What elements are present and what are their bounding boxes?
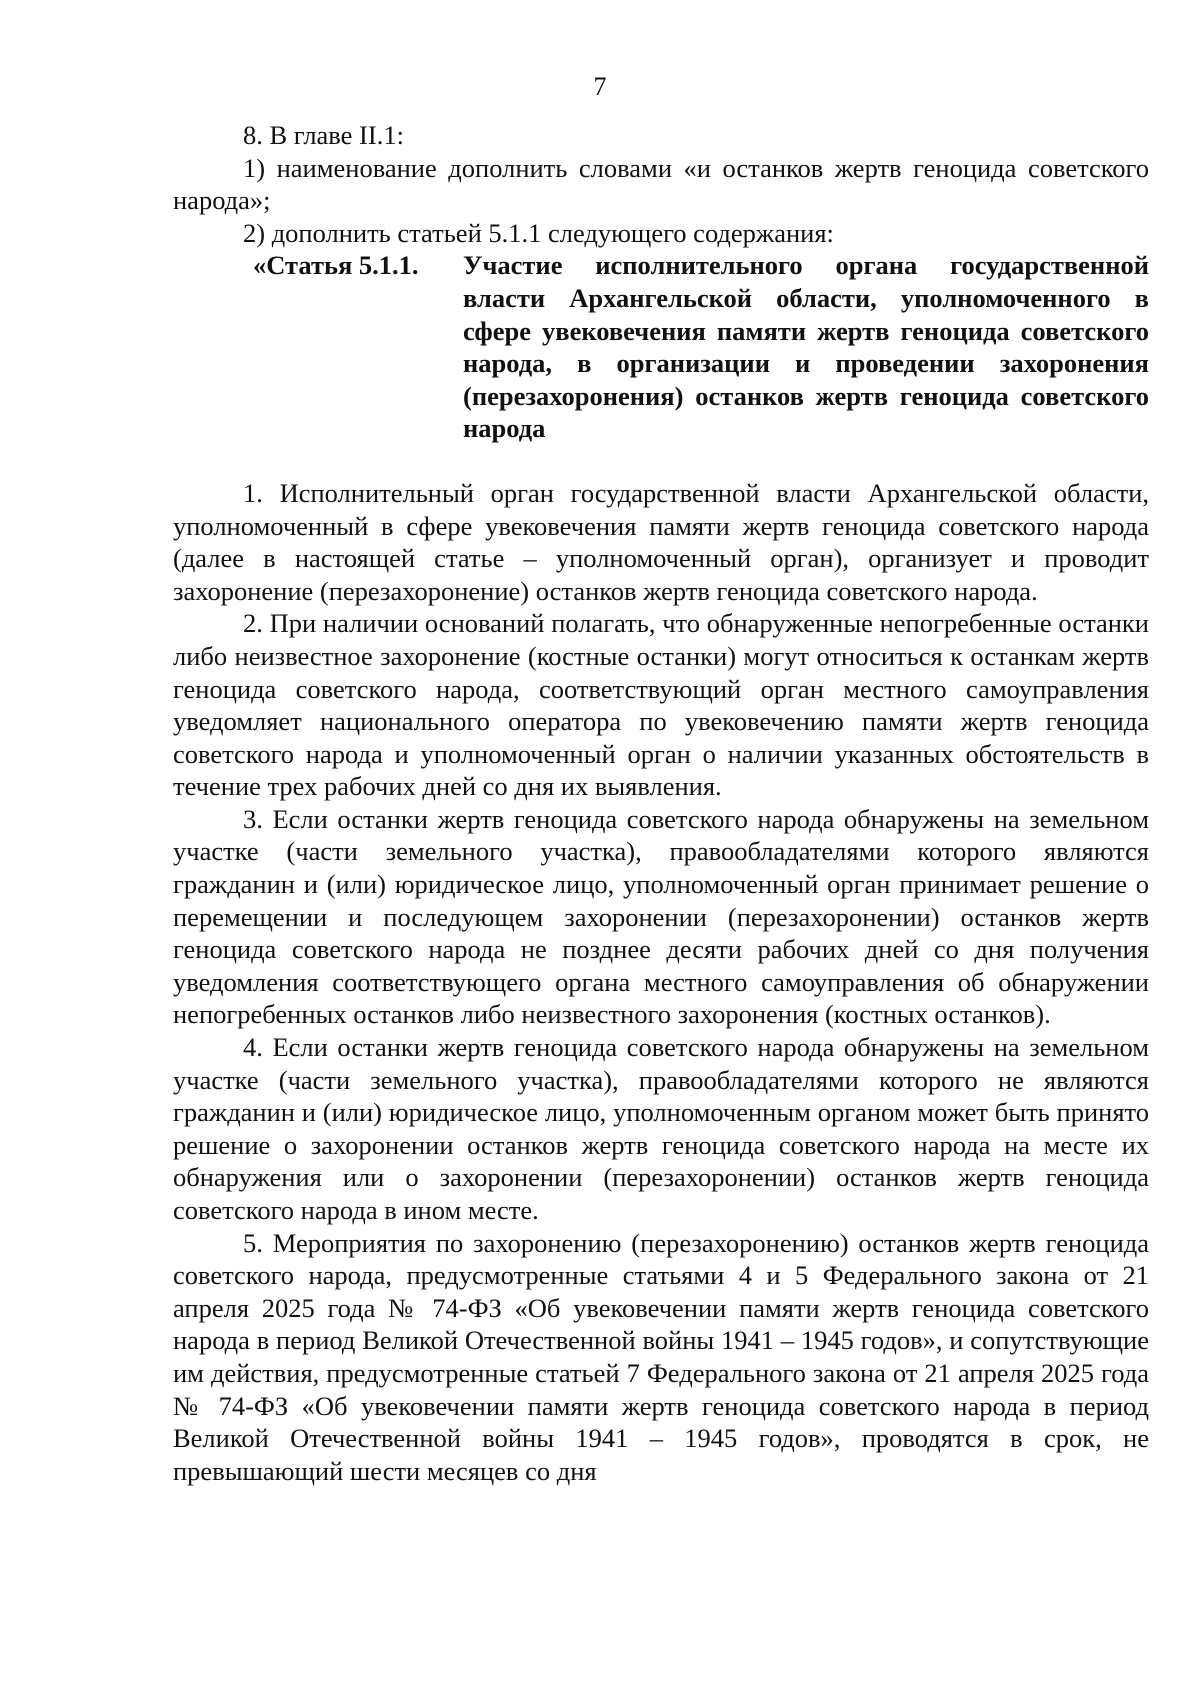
- document-body: [173, 119, 1149, 1487]
- paragraph-item-2: 2) дополнить статьей 5.1.1 следующего содержания:: [243, 217, 834, 248]
- paragraph-point-4: 4. Если останки жертв геноцида советского народа обнаружены на земельном участке (части земельного участка), правообладателями которого не являются гражданин и (или) юридическое лицо, уполномоченным органом может быть принято решение о захоронении останков жертв геноцида советского народа на месте их обнаружения или о захоронении (перезахоронении) останков жертв геноцида советского народа в ином месте.: [173, 1032, 1149, 1225]
- paragraph-chapter-intro: 8. В главе II.1:: [243, 120, 404, 150]
- paragraph-point-1: 1. Исполнительный орган государственной власти Архангельской области, уполномоченный в сфере увековечения памяти жертв геноцида советского народа (далее в настоящей статье – уполномоченный орган), организует и проводит захоронение (перезахоронение) останков жертв геноцида советского народа.: [173, 477, 1149, 606]
- article-number: «Статья 5.1.1.: [253, 250, 419, 281]
- article-title: Участие исполнительного органа государственной власти Архангельской области, уполномоченного в сфере увековечения памяти жертв геноцида советского народа, в организации и проведении захоронения (перезахоронения) останков жертв геноцида советского народа: [463, 250, 1149, 444]
- page-number: 7: [593, 72, 607, 101]
- spacer: [173, 445, 1149, 477]
- paragraph-point-5: 5. Мероприятия по захоронению (перезахоронению) останков жертв геноцида советского народа, предусмотренные статьями 4 и 5 Федерального закона от 21 апреля 2025 года № 74-ФЗ «Об увековечении памяти жертв геноцида советского народа в период Великой Отечественной войны 1941 – 1945 годов», и сопутствующие им действия, предусмотренные статьей 7 Федерального закона от 21 апреля 2025 года № 74-ФЗ «Об увековечении памяти жертв геноцида советского народа в период Великой Отечественной войны 1941 – 1945 годов», проводятся в срок, не превышающий шести месяцев со дня: [173, 1227, 1149, 1486]
- paragraph-item-1: 1) наименование дополнить словами «и останков жертв геноцида советского народа»;: [173, 152, 1149, 216]
- article-heading: [173, 249, 1149, 445]
- paragraph-point-2: 2. При наличии оснований полагать, что обнаруженные непогребенные останки либо неизвестное захоронение (костные останки) могут относиться к останкам жертв геноцида советского народа, соответствующий орган местного самоуправления уведомляет национального оператора по увековечению памяти жертв геноцида советского народа и уполномоченный орган о наличии указанных обстоятельств в течение трех рабочих дней со дня их выявления.: [173, 608, 1149, 802]
- paragraph-point-3: 3. Если останки жертв геноцида советского народа обнаружены на земельном участке (части земельного участка), правообладателями которого являются гражданин и (или) юридическое лицо, уполномоченный орган принимает решение о перемещении и последующем захоронении (перезахоронении) останков жертв геноцида советского народа не позднее десяти рабочих дней со дня получения уведомления соответствующего органа местного самоуправления об обнаружении непогребенных останков либо неизвестного захоронения (костных останков).: [173, 803, 1149, 1030]
